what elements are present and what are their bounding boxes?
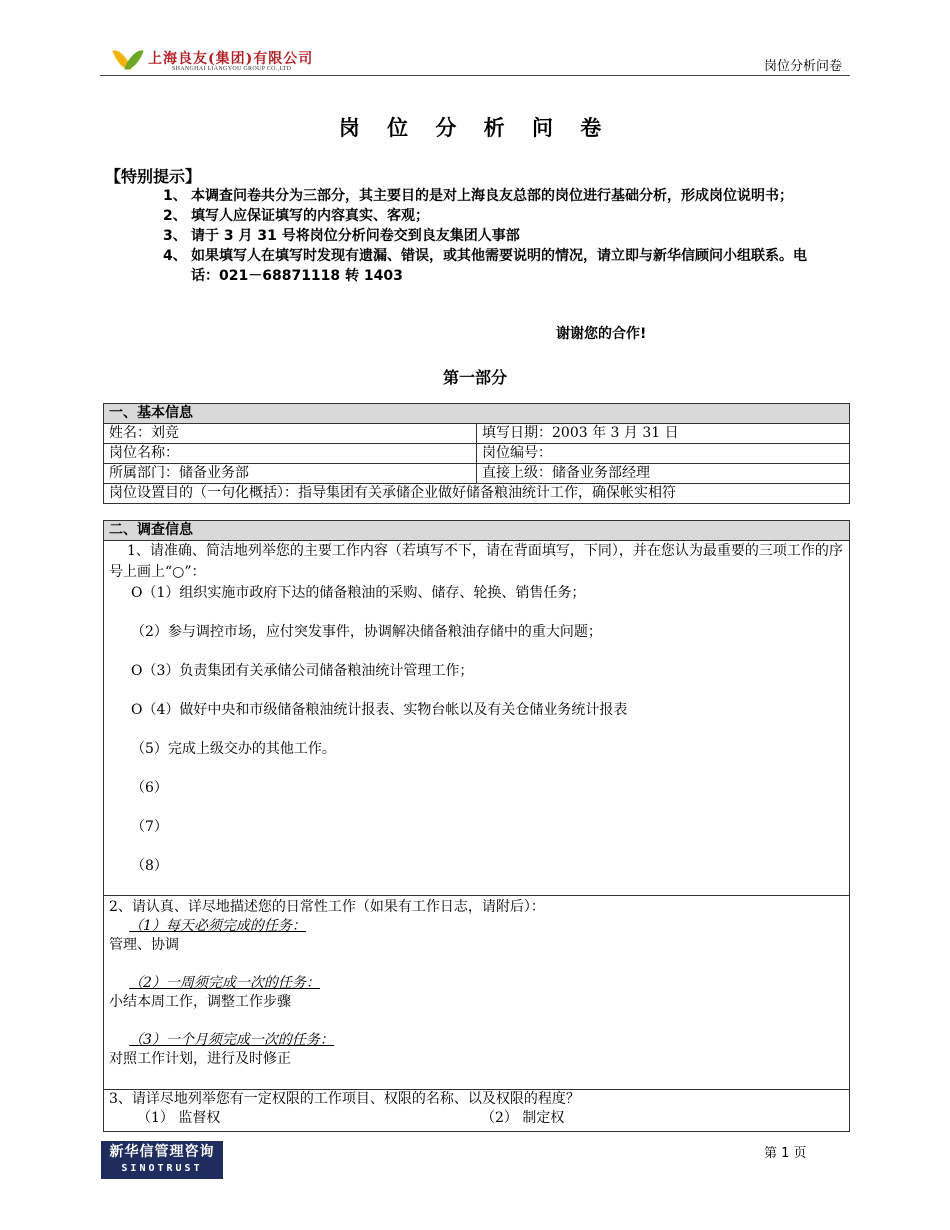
header-doc-name: 岗位分析问卷: [763, 59, 842, 74]
consultant-name-en: SINOTRUST: [121, 1163, 203, 1174]
task-item: O（1）组织实施市政府下达的储备粮油的采购、储存、轮换、销售任务；: [131, 585, 586, 601]
page-number: 第 1 页: [764, 1146, 807, 1161]
question-1-text: 1、请准确、简洁地列举您的主要工作内容（若填写不下，请在背面填写，下同），并在您认为最重要的三项工作的序号上画上“○”：: [109, 543, 843, 580]
date-field: 填写日期：2003 年 3 月 31 日: [477, 424, 850, 444]
notice-item: 4、 如果填写人在填写时发现有遗漏、错误，或其他需要说明的情况，请立即与新华信顾问小组联系。电话：021－68871118 转 1403: [163, 248, 807, 284]
consultant-name-cn: 新华信管理咨询: [109, 1144, 215, 1160]
weekly-task-label: （2）一周须完成一次的任务：: [129, 975, 320, 991]
basic-info-heading: 一、基本信息: [104, 404, 850, 424]
authority-item: （1） 监督权: [137, 1110, 221, 1126]
consultant-logo: [101, 1141, 223, 1179]
notice-item: 3、 请于 3 月 31 号将岗位分析问卷交到良友集团人事部: [163, 228, 520, 244]
task-item: （7）: [131, 819, 168, 835]
thanks-text: 谢谢您的合作!: [556, 326, 647, 342]
part-title: 第一部分: [442, 368, 507, 387]
notice-item: 1、 本调查问卷共分为三部分，其主要目的是对上海良友总部的岗位进行基础分析，形成岗位说明书；: [163, 188, 793, 204]
task-item: （8）: [131, 858, 168, 874]
daily-task-answer: 管理、协调: [109, 937, 179, 953]
daily-work-cell: [104, 896, 850, 1090]
weekly-task-answer: 小结本周工作，调整工作步骤: [109, 994, 291, 1010]
task-item: O（3）负责集团有关承储公司储备粮油统计管理工作；: [131, 663, 474, 679]
page-header: [100, 40, 850, 76]
company-name-en: SHANGHAI LIANGYOU GROUP CO.,LTD: [172, 66, 292, 72]
position-no-field: 岗位编号：: [477, 444, 850, 464]
authority-cell: [104, 1090, 850, 1132]
authority-item: （2） 制定权: [481, 1110, 565, 1126]
basic-info-table: [103, 403, 850, 504]
task-item: （2）参与调控市场，应付突发事件，协调解决储备粮油存储中的重大问题；: [131, 624, 602, 640]
survey-table: [103, 520, 850, 1132]
company-logo: [112, 44, 372, 74]
monthly-task-label: （3）一个月须完成一次的任务：: [129, 1032, 334, 1048]
department-field: 所属部门：储备业务部: [104, 464, 477, 484]
authority-items: [109, 1109, 844, 1128]
position-purpose-field: 岗位设置目的（一句化概括）：指导集团有关承储企业做好储备粮油统计工作，确保帐实相符: [104, 484, 850, 504]
main-tasks-cell: [104, 541, 850, 896]
task-item: （5）完成上级交办的其他工作。: [131, 741, 336, 757]
daily-task-label: （1）每天必须完成的任务：: [129, 918, 306, 934]
notice-heading: 【特别提示】: [105, 167, 202, 186]
superior-field: 直接上级：储备业务部经理: [477, 464, 850, 484]
name-field: 姓名：刘竞: [104, 424, 477, 444]
monthly-task-answer: 对照工作计划，进行及时修正: [109, 1051, 291, 1067]
survey-heading: 二、调查信息: [104, 521, 850, 541]
notice-item: 2、 填写人应保证填写的内容真实、客观；: [163, 208, 429, 224]
task-item: O（4）做好中央和市级储备粮油统计报表、实物台帐以及有关仓储业务统计报表: [131, 702, 628, 718]
document-title: 岗 位 分 析 问 卷: [338, 116, 612, 140]
task-item: （6）: [131, 780, 168, 796]
question-3-text: 3、请详尽地列举您有一定权限的工作项目、权限的名称、以及权限的程度？: [109, 1091, 580, 1107]
company-name-cn: 上海良友(集团)有限公司: [148, 51, 314, 67]
leaf-icon: [124, 47, 143, 74]
question-2-text: 2、请认真、详尽地描述您的日常性工作（如果有工作日志，请附后）：: [109, 899, 545, 915]
position-name-field: 岗位名称：: [104, 444, 477, 464]
notice-list: [163, 186, 823, 286]
